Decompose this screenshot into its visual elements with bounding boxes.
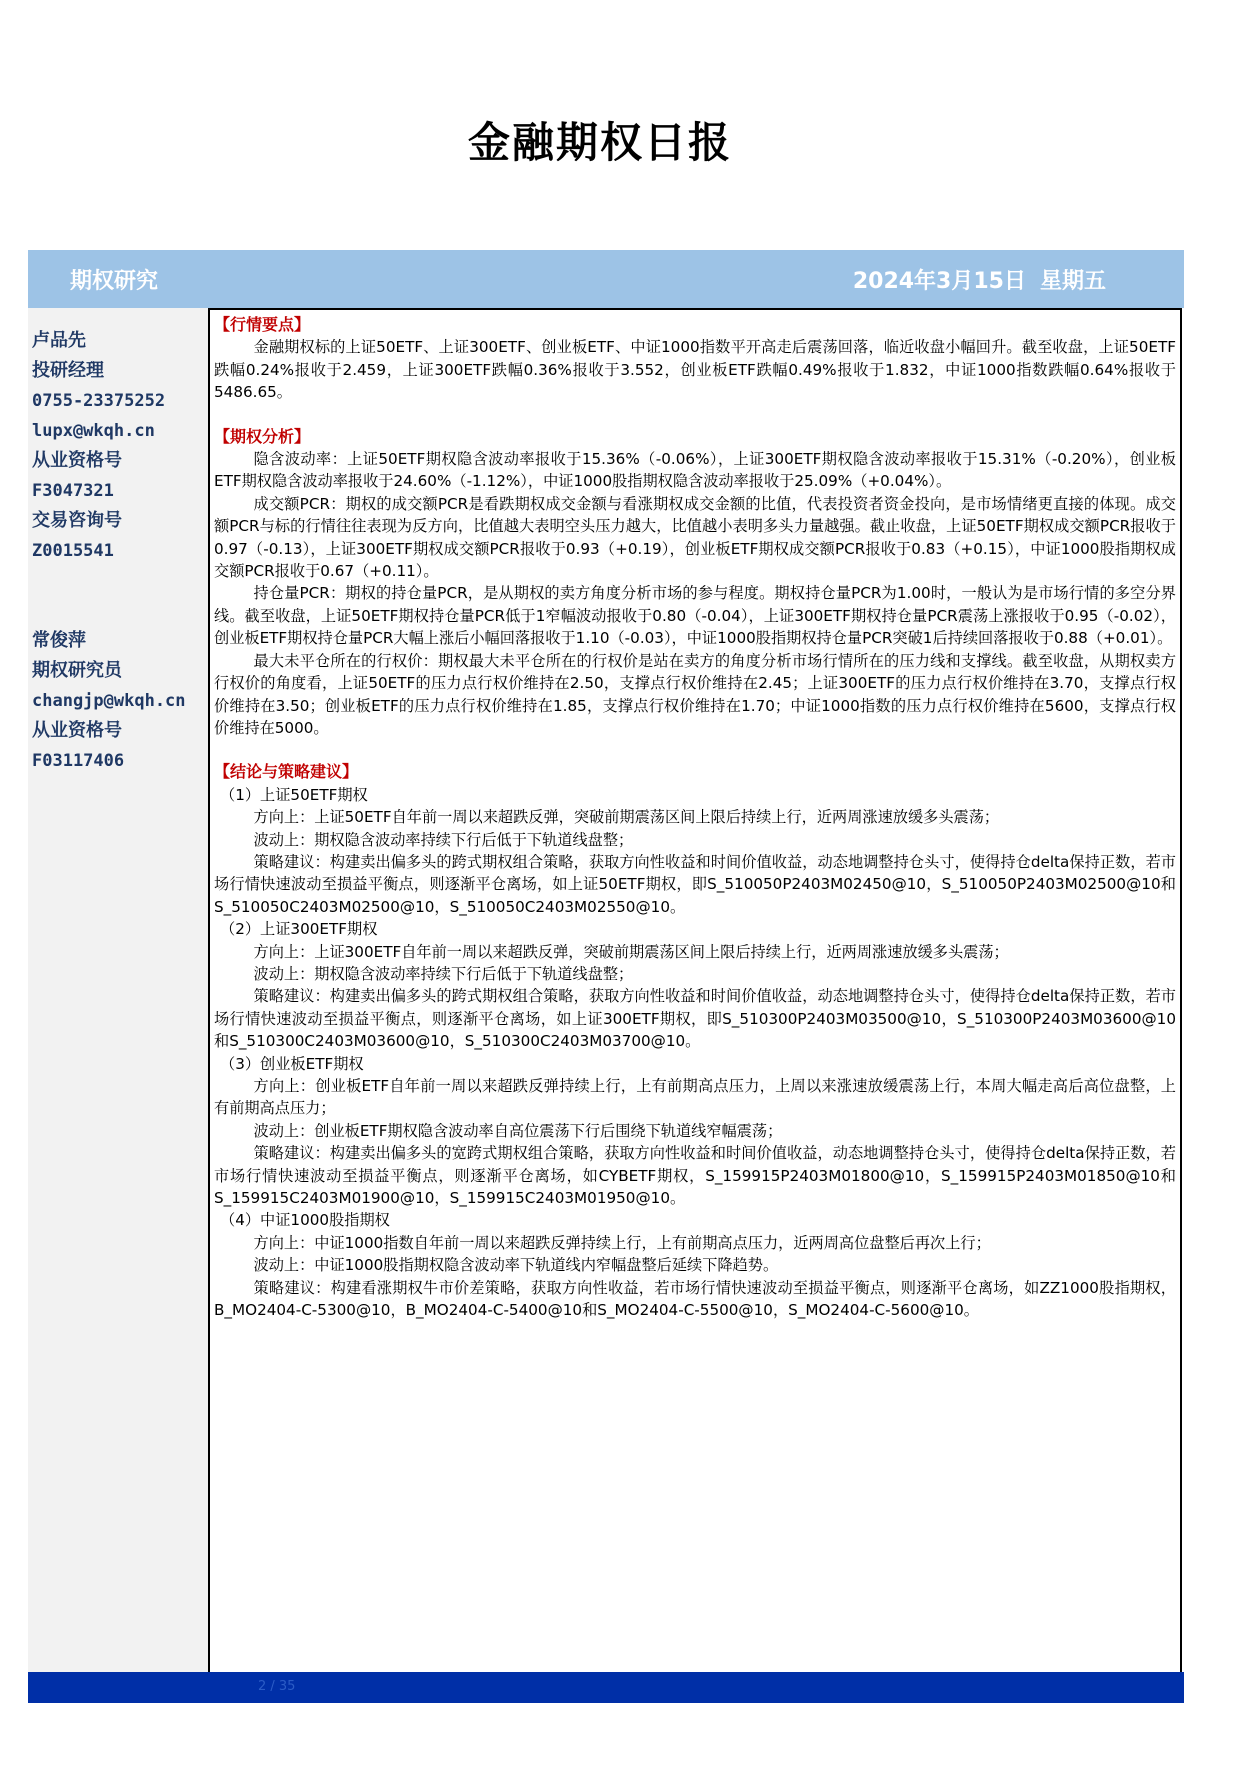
consult-label: 交易咨询号 xyxy=(32,510,122,531)
strategy-heading: （4）中证1000股指期权 xyxy=(220,1211,390,1230)
strategy-heading: （2）上证300ETF期权 xyxy=(220,920,378,939)
section-label: 期权研究 xyxy=(70,269,159,294)
analysis-iv: 隐含波动率：上证50ETF期权隐含波动率报收于15.36%（-0.06%），上证300ETF期权隐含波动率报收于15.31%（-0.20%），创业板ETF期权隐含波动率报收于24.60%（-1.12%），中证1000股指期权隐含波动率报收于25.09%（+0.04%）。 xyxy=(214,450,1176,491)
strategy-volatility: 波动上：期权隐含波动率持续下行后低于下轨道线盘整； xyxy=(253,830,634,849)
strategy-advice: 策略建议：构建卖出偏多头的宽跨式期权组合策略，获取方向性收益和时间价值收益，动态地调整持仓头寸，使得持仓delta保持正数，若市场行情快速波动至损益平衡点，则逐渐平仓离场，如CYBETF期权，S_159915P2403M01800@10，S_159915P2403M01850@10和S_159915C2403M01900@10，S_159915C2403M01950@10。 xyxy=(214,1144,1176,1208)
cert-label: 从业资格号 xyxy=(32,720,122,741)
strategy-direction: 方向上：中证1000指数自年前一周以来超跌反弹持续上行，上有前期高点压力，近两周高位盘整后再次上行； xyxy=(253,1233,991,1252)
analysis-max-oi-strike: 最大未平仓所在的行权价：期权最大未平仓所在的行权价是站在卖方的角度分析市场行情所在的压力线和支撑线。截至收盘，从期权卖方行权价的角度看，上证50ETF的压力点行权价维持在2.50，支撑点行权价维持在2.45；上证300ETF的压力点行权价维持在3.70，支撑点行权价维持在3.50；创业板ETF的压力点行权价维持在1.85，支撑点行权价维持在1.70；中证1000指数的压力点行权价维持在5600，支撑点行权价维持在5000。 xyxy=(214,651,1176,737)
author-block-1 xyxy=(32,326,165,566)
author-sidebar xyxy=(28,308,208,1672)
market-section-title: 【行情要点】 xyxy=(214,315,311,334)
header-band xyxy=(28,250,1184,308)
footer-band xyxy=(28,1672,1184,1703)
weekday-text: 星期五 xyxy=(1039,269,1106,294)
author-role: 投研经理 xyxy=(32,360,104,381)
strategy-advice: 策略建议：构建卖出偏多头的跨式期权组合策略，获取方向性收益和时间价值收益，动态地调整持仓头寸，使得持仓delta保持正数，若市场行情快速波动至损益平衡点，则逐渐平仓离场，如上证50ETF期权，即S_510050P2403M02450@10，S_510050P2403M02500@10和S_510050C2403M02500@10，S_510050C2403M02550@10。 xyxy=(214,852,1176,916)
author-email[interactable]: lupx@wkqh.cn xyxy=(32,421,155,441)
analysis-oi-pcr: 持仓量PCR：期权的持仓量PCR，是从期权的卖方角度分析市场的参与程度。期权持仓量PCR为1.00时，一般认为是市场行情的多空分界线。截至收盘，上证50ETF期权持仓量PCR低于1窄幅波动报收于0.80（-0.04），上证300ETF期权持仓量PCR震荡上涨报收于0.95（-0.02），创业板ETF期权持仓量PCR大幅上涨后小幅回落报收于1.10（-0.03），中证1000股指期权持仓量PCR突破1后持续回落报收于0.88（+0.01）。 xyxy=(214,584,1176,648)
cert-number: F3047321 xyxy=(32,481,114,501)
date-text: 2024年3月15日 xyxy=(852,269,1026,294)
author-name: 常俊萍 xyxy=(32,630,86,651)
strategy-direction: 方向上：上证50ETF自年前一周以来超跌反弹，突破前期震荡区间上限后持续上行，近两周涨速放缓多头震荡； xyxy=(253,808,1000,827)
analysis-turnover-pcr: 成交额PCR：期权的成交额PCR是看跌期权成交金额与看涨期权成交金额的比值，代表投资者资金投向，是市场情绪更直接的体现。成交额PCR与标的行情往往表现为反方向，比值越大表明空头压力越大，比值越小表明多头力量越强。截止收盘，上证50ETF期权成交额PCR报收于0.97（-0.13），上证300ETF期权成交额PCR报收于0.93（+0.19），创业板ETF期权成交额PCR报收于0.83（+0.15），中证1000股指期权成交额PCR报收于0.67（+0.11）。 xyxy=(214,494,1176,581)
strategy-direction: 方向上：上证300ETF自年前一周以来超跌反弹，突破前期震荡区间上限后持续上行，近两周涨速放缓多头震荡； xyxy=(253,942,1009,961)
conclusion-section-title: 【结论与策略建议】 xyxy=(214,762,359,782)
author-block-2 xyxy=(32,626,186,776)
report-title: 金融期权日报 xyxy=(467,118,732,167)
strategy-volatility: 波动上：期权隐含波动率持续下行后低于下轨道线盘整； xyxy=(253,964,634,983)
strategy-direction: 方向上：创业板ETF自年前一周以来超跌反弹持续上行，上有前期高点压力，上周以来涨速放缓震荡上行，本周大幅走高后高位盘整，上有前期高点压力； xyxy=(214,1077,1176,1118)
consult-number: Z0015541 xyxy=(32,541,114,561)
market-summary: 金融期权标的上证50ETF、上证300ETF、创业板ETF、中证1000指数平开高走后震荡回落，临近收盘小幅回升。截至收盘，上证50ETF跌幅0.24%报收于2.459，上证300ETF跌幅0.36%报收于3.552，创业板ETF跌幅0.49%报收于1.832，中证1000指数跌幅0.64%报收于5486.65。 xyxy=(214,338,1176,402)
author-phone: 0755-23375252 xyxy=(32,391,166,411)
author-name: 卢品先 xyxy=(32,330,86,351)
author-role: 期权研究员 xyxy=(32,660,122,681)
strategy-advice: 策略建议：构建看涨期权牛市价差策略，获取方向性收益，若市场行情快速波动至损益平衡点，则逐渐平仓离场，如ZZ1000股指期权，B_MO2404-C-5300@10，B_MO2404-C-5400@10和S_MO2404-C-5500@10，S_MO2404-C-5600@10。 xyxy=(214,1278,1176,1320)
analysis-section-title: 【期权分析】 xyxy=(214,426,311,446)
strategy-volatility: 波动上：创业板ETF期权隐含波动率自高位震荡下行后围绕下轨道线窄幅震荡； xyxy=(253,1121,783,1140)
content-body xyxy=(214,314,1176,1321)
report-date xyxy=(839,264,1106,295)
cert-number: F03117406 xyxy=(32,751,125,771)
strategy-advice: 策略建议：构建卖出偏多头的跨式期权组合策略，获取方向性收益和时间价值收益，动态地调整持仓头寸，使得持仓delta保持正数，若市场行情快速波动至损益平衡点，则逐渐平仓离场，如上证300ETF期权，即S_510300P2403M03500@10，S_510300P2403M03600@10和S_510300C2403M03600@10，S_510300C2403M03700@10。 xyxy=(214,987,1176,1051)
author-email[interactable]: changjp@wkqh.cn xyxy=(32,691,186,711)
strategy-heading: （1）上证50ETF期权 xyxy=(220,785,368,804)
page-number: 2 / 35 xyxy=(258,1679,296,1694)
cert-label: 从业资格号 xyxy=(32,450,122,471)
strategy-heading: （3）创业板ETF期权 xyxy=(220,1054,364,1073)
strategy-volatility: 波动上：中证1000股指期权隐含波动率下轨道线内窄幅盘整后延续下降趋势。 xyxy=(253,1256,779,1275)
report-content xyxy=(208,308,1182,1674)
